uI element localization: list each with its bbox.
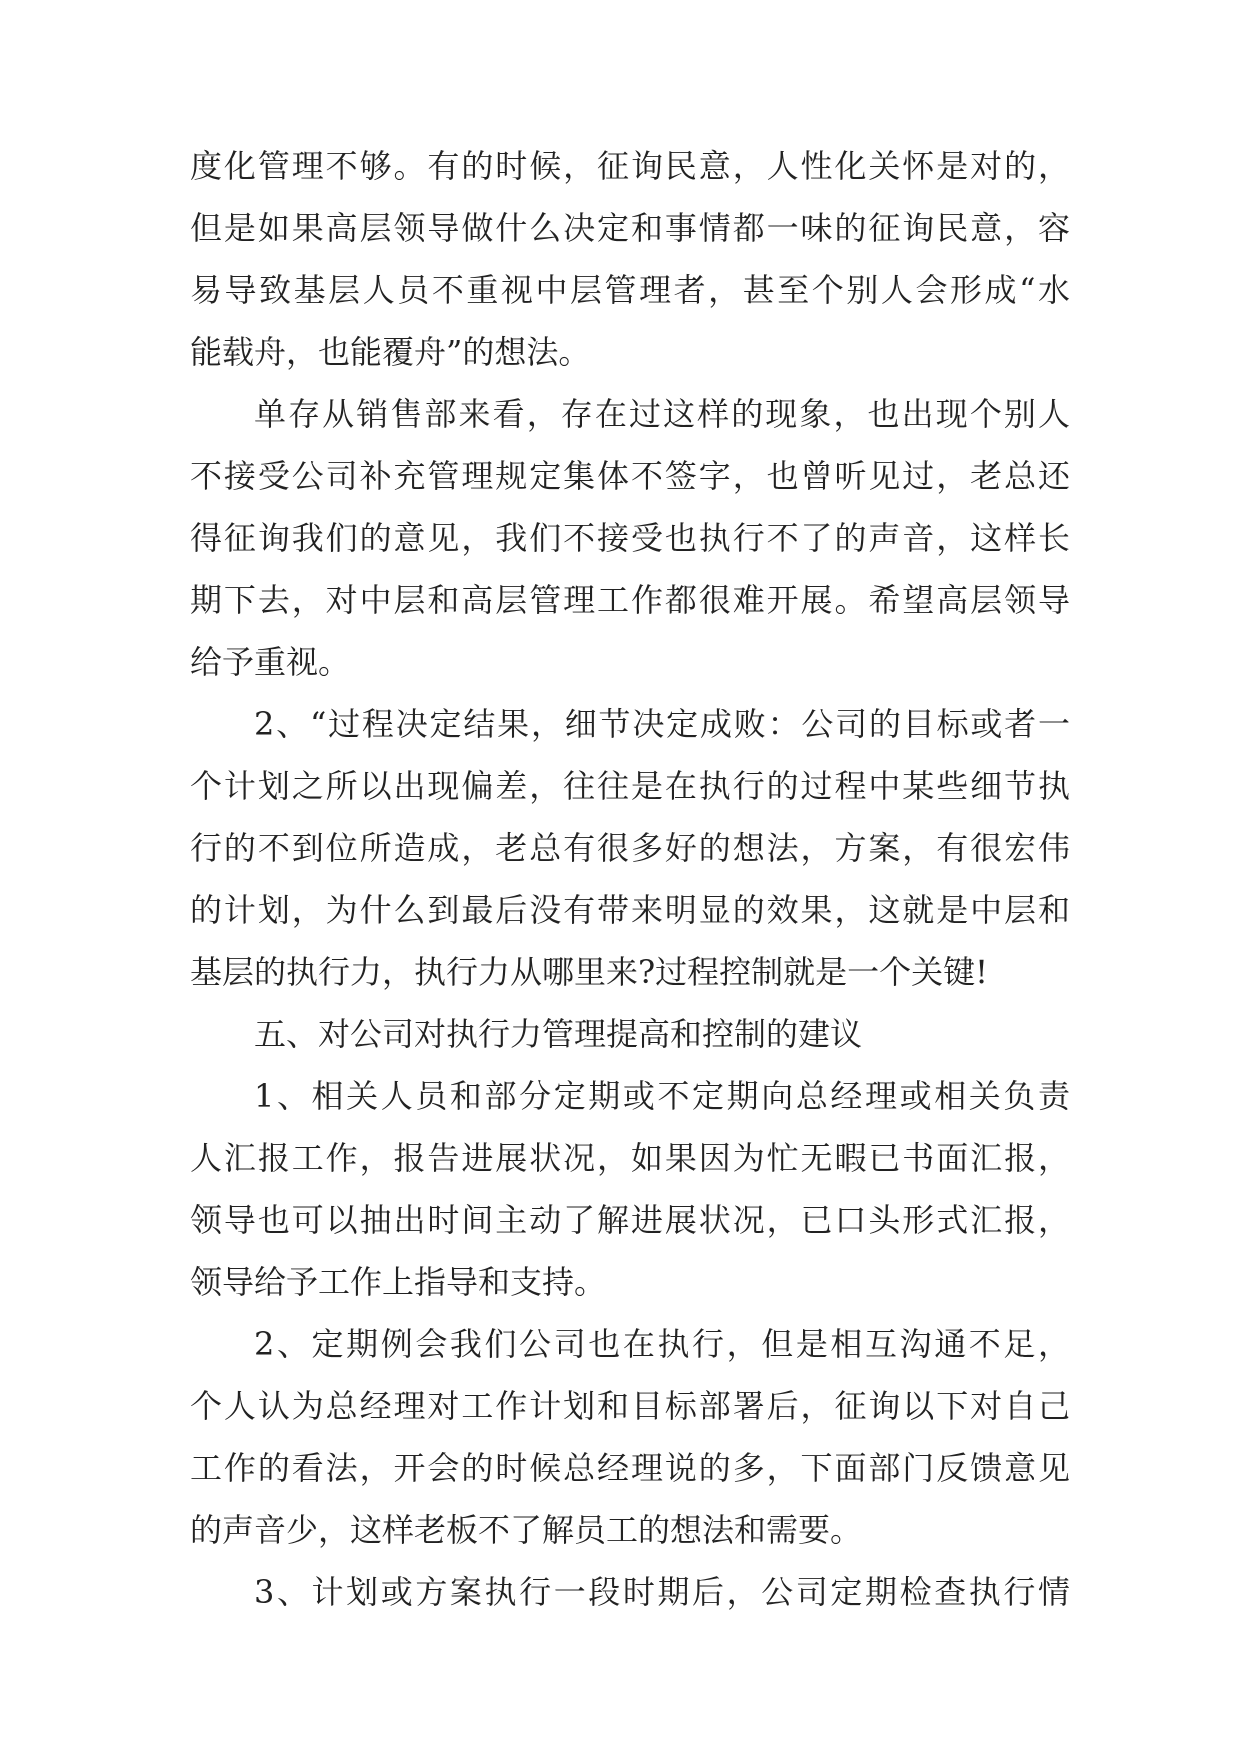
text-line: 能载舟，也能覆舟”的想法。 [190,333,591,371]
text-line: 领导给予工作上指导和支持。 [190,1263,607,1301]
text-line: 不接受公司补充管理规定集体不签字，也曾听见过，老总还 [190,457,1070,495]
text-line: 个人认为总经理对工作计划和目标部署后，征询以下对自己 [190,1387,1070,1425]
text-line: 期下去，对中层和高层管理工作都很难开展。希望高层领导 [190,581,1070,619]
text-line: 度化管理不够。有的时候，征询民意，人性化关怀是对的， [190,147,1070,185]
text-line: 2、“过程决定结果，细节决定成败：公司的目标或者一 [254,705,1070,743]
text-line: 的计划，为什么到最后没有带来明显的效果，这就是中层和 [190,891,1070,929]
text-line: 3、计划或方案执行一段时期后，公司定期检查执行情 [254,1573,1070,1611]
text-line: 1、相关人员和部分定期或不定期向总经理或相关负责 [254,1077,1070,1115]
text-line: 给予重视。 [190,643,351,681]
text-line: 单存从销售部来看，存在过这样的现象，也出现个别人 [254,395,1070,433]
text-line: 工作的看法，开会的时候总经理说的多，下面部门反馈意见 [190,1449,1070,1487]
text-line: 行的不到位所造成，老总有很多好的想法，方案，有很宏伟 [190,829,1070,867]
text-line: 个计划之所以出现偏差，往往是在执行的过程中某些细节执 [190,767,1070,805]
text-line: 的声音少，这样老板不了解员工的想法和需要。 [190,1511,863,1549]
text-line: 基层的执行力，执行力从哪里来?过程控制就是一个关键! [190,953,989,991]
text-line: 易导致基层人员不重视中层管理者，甚至个别人会形成“水 [190,271,1070,309]
text-line: 人汇报工作，报告进展状况，如果因为忙无暇已书面汇报， [190,1139,1070,1177]
text-line: 领导也可以抽出时间主动了解进展状况，已口头形式汇报， [190,1201,1070,1239]
section-heading: 五、对公司对执行力管理提高和控制的建议 [254,1015,863,1053]
text-line: 得征询我们的意见，我们不接受也执行不了的声音，这样长 [190,519,1070,557]
text-line: 2、定期例会我们公司也在执行，但是相互沟通不足， [254,1325,1070,1363]
text-line: 但是如果高层领导做什么决定和事情都一味的征询民意，容 [190,209,1070,247]
